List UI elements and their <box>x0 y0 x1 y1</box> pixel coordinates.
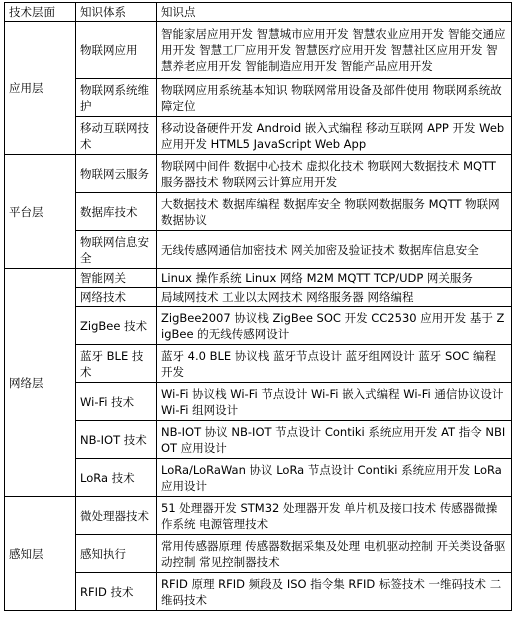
system-cell: 物联网应用 <box>76 22 157 79</box>
table-row <box>5 535 512 573</box>
table-row <box>5 383 512 421</box>
system-cell: 移动互联网技术 <box>76 117 157 155</box>
layer-cell-network: 网络层 <box>5 269 76 497</box>
header-points: 知识点 <box>157 3 512 22</box>
points-cell: 蓝牙 4.0 BLE 协议栈 蓝牙节点设计 蓝牙组网设计 蓝牙 SOC 编程开发 <box>157 345 512 383</box>
system-cell: 蓝牙 BLE 技术 <box>76 345 157 383</box>
layer-cell-application: 应用层 <box>5 22 76 155</box>
table-row <box>5 459 512 497</box>
table-row <box>5 155 512 193</box>
header-layer: 技术层面 <box>5 3 76 22</box>
points-cell: Wi-Fi 协议栈 Wi-Fi 节点设计 Wi-Fi 嵌入式编程 Wi-Fi 通信协议设计 Wi-Fi 组网设计 <box>157 383 512 421</box>
table-row <box>5 307 512 345</box>
table-row <box>5 573 512 611</box>
table-row <box>5 345 512 383</box>
points-cell: ZigBee2007 协议栈 ZigBee SOC 开发 CC2530 应用开发 基于 ZigBee 的无线传感网设计 <box>157 307 512 345</box>
system-cell: 数据库技术 <box>76 193 157 231</box>
system-cell: 微处理器技术 <box>76 497 157 535</box>
layer-cell-platform: 平台层 <box>5 155 76 269</box>
points-cell: 大数据技术 数据库编程 数据库安全 物联网数据服务 MQTT 物联网数据协议 <box>157 193 512 231</box>
system-cell: ZigBee 技术 <box>76 307 157 345</box>
points-cell: 局域网技术 工业以太网技术 网络服务器 网络编程 <box>157 288 512 307</box>
table-row <box>5 269 512 288</box>
system-cell: 物联网信息安全 <box>76 231 157 269</box>
knowledge-table <box>4 2 512 611</box>
points-cell: 常用传感器原理 传感器数据采集及处理 电机驱动控制 开关类设备驱动控制 常见控制器技术 <box>157 535 512 573</box>
header-row <box>5 3 512 22</box>
system-cell: 网络技术 <box>76 288 157 307</box>
system-cell: NB-IOT 技术 <box>76 421 157 459</box>
system-cell: Wi-Fi 技术 <box>76 383 157 421</box>
points-cell: 物联网应用系统基本知识 物联网常用设备及部件使用 物联网系统故障定位 <box>157 79 512 117</box>
points-cell: 移动设备硬件开发 Android 嵌入式编程 移动互联网 APP 开发 Web 应用开发 HTML5 JavaScript Web App <box>157 117 512 155</box>
points-cell: 无线传感网通信加密技术 网关加密及验证技术 数据库信息安全 <box>157 231 512 269</box>
table-row <box>5 231 512 269</box>
points-cell: Linux 操作系统 Linux 网络 M2M MQTT TCP/UDP 网关服务 <box>157 269 512 288</box>
points-cell: NB-IOT 协议 NB-IOT 节点设计 Contiki 系统应用开发 AT 指令 NBIOT 应用设计 <box>157 421 512 459</box>
system-cell: 物联网云服务 <box>76 155 157 193</box>
table-row <box>5 117 512 155</box>
header-system: 知识体系 <box>76 3 157 22</box>
points-cell: 51 处理器开发 STM32 处理器开发 单片机及接口技术 传感器微操作系统 电源管理技术 <box>157 497 512 535</box>
table-row <box>5 22 512 79</box>
table-row <box>5 421 512 459</box>
points-cell: LoRa/LoRaWan 协议 LoRa 节点设计 Contiki 系统应用开发 LoRa 应用设计 <box>157 459 512 497</box>
system-cell: LoRa 技术 <box>76 459 157 497</box>
points-cell: 智能家居应用开发 智慧城市应用开发 智慧农业应用开发 智能交通应用开发 智慧工厂应用开发 智慧医疗应用开发 智慧社区应用开发 智慧养老应用开发 智能制造应用开发 智能产品应用开发 <box>157 22 512 79</box>
layer-cell-perception: 感知层 <box>5 497 76 611</box>
system-cell: 感知执行 <box>76 535 157 573</box>
table-row <box>5 79 512 117</box>
points-cell: 物联网中间件 数据中心技术 虚拟化技术 物联网大数据技术 MQTT 服务器技术 物联网云计算应用开发 <box>157 155 512 193</box>
document <box>4 2 511 611</box>
table-row <box>5 288 512 307</box>
table-row <box>5 193 512 231</box>
system-cell: 智能网关 <box>76 269 157 288</box>
system-cell: 物联网系统维护 <box>76 79 157 117</box>
table-row <box>5 497 512 535</box>
system-cell: RFID 技术 <box>76 573 157 611</box>
points-cell: RFID 原理 RFID 频段及 ISO 指令集 RFID 标签技术 一维码技术 二维码技术 <box>157 573 512 611</box>
